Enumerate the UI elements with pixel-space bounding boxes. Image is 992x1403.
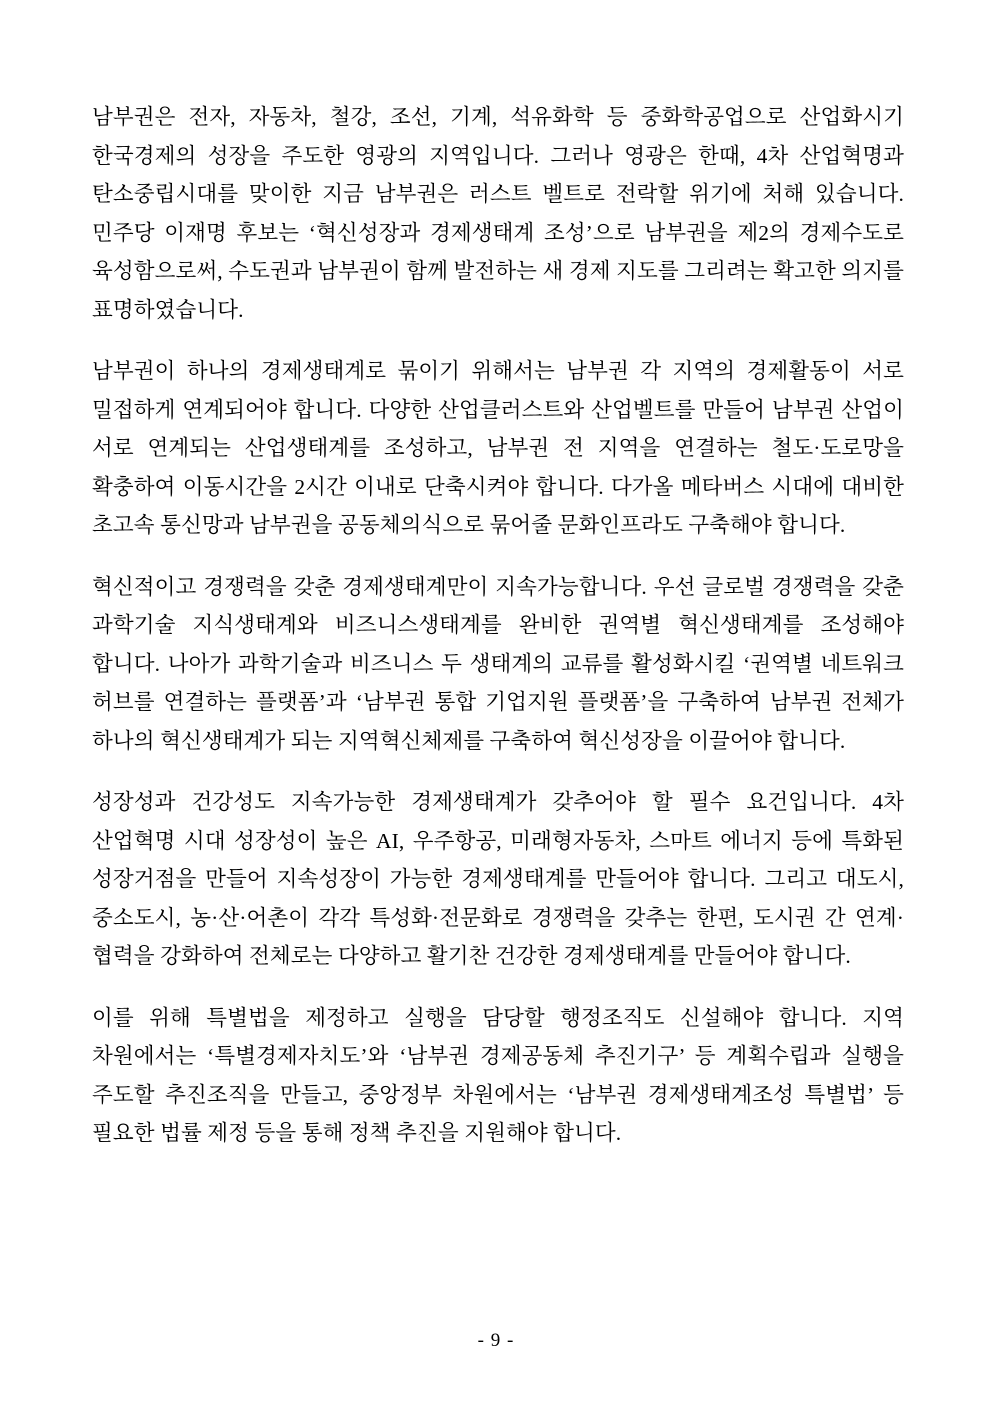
paragraph-3: 혁신적이고 경쟁력을 갖춘 경제생태계만이 지속가능합니다. 우선 글로벌 경쟁력을 갖춘 과학기술 지식생태계와 비즈니스생태계를 완비한 권역별 혁신생태계를 조성해야 합니다. 나아가 과학기술과 비즈니스 두 생태계의 교류를 활성화시킬 ‘권역별 네트워크 허브를 연결하는 플랫폼’과 ‘남부권 통합 기업지원 플랫폼’을 구축하여 남부권 전체가 하나의 혁신생태계가 되는 지역혁신체제를 구축하여 혁신성장을 이끌어야 합니다. xyxy=(92,574,904,753)
paragraph-4: 성장성과 건강성도 지속가능한 경제생태계가 갖추어야 할 필수 요건입니다. 4차 산업혁명 시대 성장성이 높은 AI, 우주항공, 미래형자동차, 스마트 에너지 등에 특화된 성장거점을 만들어 지속성장이 가능한 경제생태계를 만들어야 합니다. 그리고 대도시, 중소도시, 농·산·어촌이 각각 특성화·전문화로 경쟁력을 갖추는 한편, 도시권 간 연계·협력을 강화하여 전체로는 다양하고 활기찬 건강한 경제생태계를 만들어야 합니다. xyxy=(92,790,904,968)
paragraph-5: 이를 위해 특별법을 제정하고 실행을 담당할 행정조직도 신설해야 합니다. 지역 차원에서는 ‘특별경제자치도’와 ‘남부권 경제공동체 추진기구’ 등 계획수립과 실행을 주도할 추진조직을 만들고, 중앙정부 차원에서는 ‘남부권 경제생태계조성 특별법’ 등 필요한 법률 제정 등을 통해 정책 추진을 지원해야 합니다. xyxy=(92,1005,904,1145)
page-number: - 9 - xyxy=(477,1330,515,1351)
document-body xyxy=(92,98,904,1153)
paragraph-1: 남부권은 전자, 자동차, 철강, 조선, 기계, 석유화학 등 중화학공업으로 산업화시기 한국경제의 성장을 주도한 영광의 지역입니다. 그러나 영광은 한때, 4차 산업혁명과 탄소중립시대를 맞이한 지금 남부권은 러스트 벨트로 전락할 위기에 처해 있습니다. 민주당 이재명 후보는 ‘혁신성장과 경제생태계 조성’으로 남부권을 제2의 경제수도로 육성함으로써, 수도권과 남부권이 함께 발전하는 새 경제 지도를 그리려는 확고한 의지를 표명하였습니다. xyxy=(92,105,904,322)
paragraph-2: 남부권이 하나의 경제생태계로 묶이기 위해서는 남부권 각 지역의 경제활동이 서로 밀접하게 연계되어야 합니다. 다양한 산업클러스트와 산업벨트를 만들어 남부권 산업이 서로 연계되는 산업생태계를 조성하고, 남부권 전 지역을 연결하는 철도·도로망을 확충하여 이동시간을 2시간 이내로 단축시켜야 합니다. 다가올 메타버스 시대에 대비한 초고속 통신망과 남부권을 공동체의식으로 묶어줄 문화인프라도 구축해야 합니다. xyxy=(92,359,904,537)
